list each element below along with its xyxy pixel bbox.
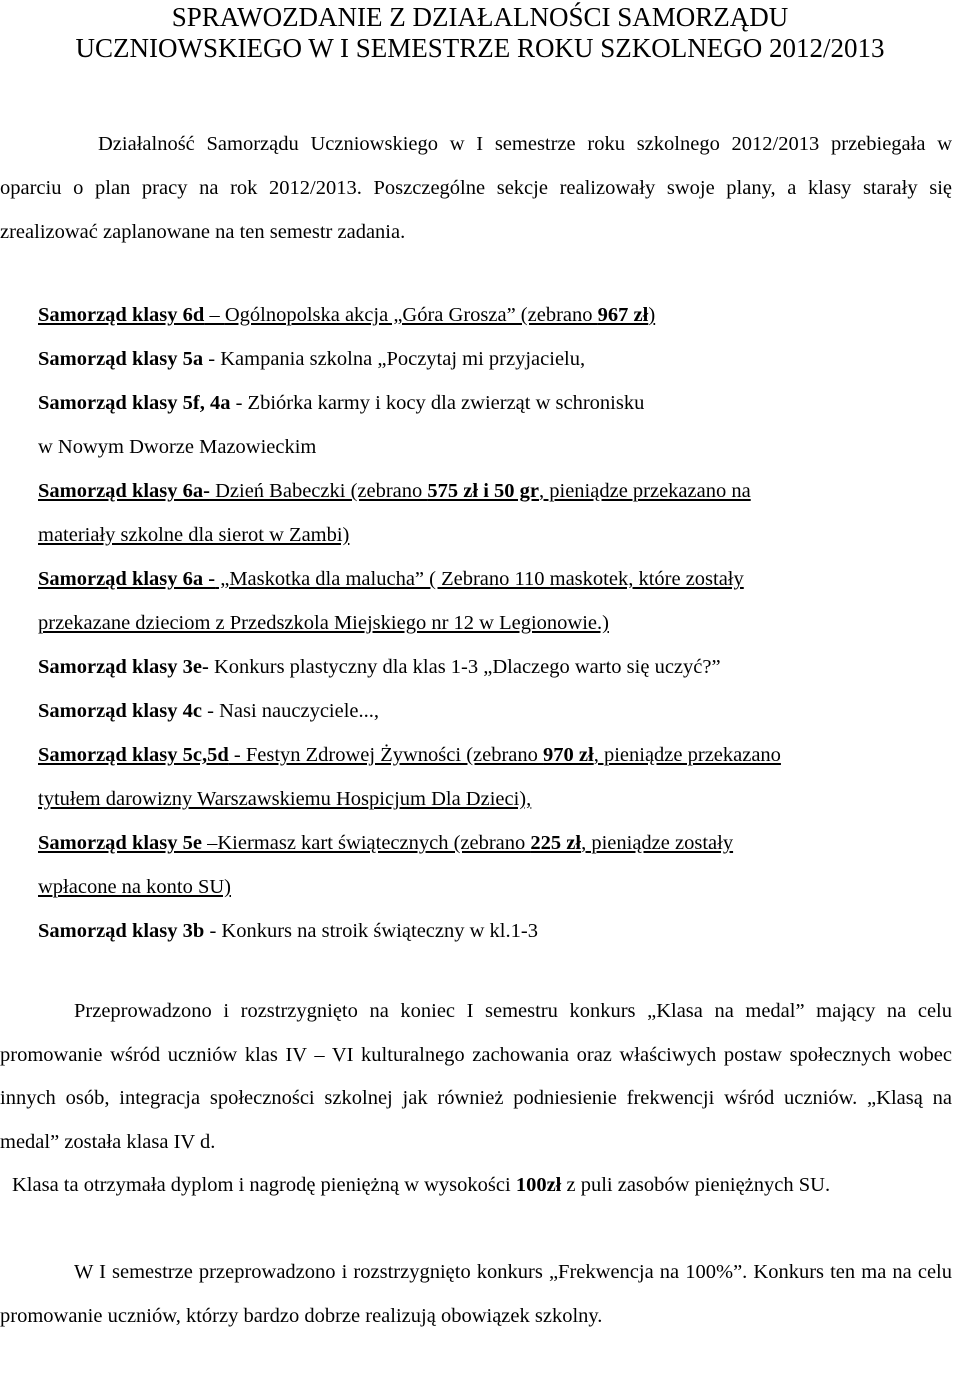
class-label: Samorząd klasy 3e-	[38, 656, 209, 678]
class-label: Samorząd klasy 6a-	[38, 480, 210, 502]
amount: 225 zł	[530, 832, 582, 854]
attendance-paragraph: W I semestrze przeprowadzono i rozstrzygnięto konkurs „Frekwencja na 100%”. Konkurs ten ma na celu promowanie uczniów, którzy bardzo dobrze realizują obowiązek szkolny.	[0, 1261, 952, 1327]
activity-list	[38, 293, 960, 953]
title-line-1: SPRAWOZDANIE Z DZIAŁALNOŚCI SAMORZĄDU	[171, 2, 789, 32]
activity-item: Samorząd klasy 6a- Dzień Babeczki (zebrano 575 zł i 50 gr, pieniądze przekazano na materiały szkolne dla sierot w Zambi)	[38, 480, 751, 546]
activity-item: Samorząd klasy 4c - Nasi nauczyciele...,	[38, 700, 380, 722]
class-label: Samorząd klasy 5c,5d	[38, 744, 229, 766]
activity-item: Samorząd klasy 6d – Ogólnopolska akcja „Góra Grosza” (zebrano 967 zł)	[38, 304, 656, 326]
class-label: Samorząd klasy 3b	[38, 920, 205, 942]
activity-item: Samorząd klasy 5e –Kiermasz kart świątecznych (zebrano 225 zł, pieniądze zostały wpłacone na konto SU)	[38, 832, 734, 898]
class-label: Samorząd klasy 4c	[38, 700, 202, 722]
activity-item: Samorząd klasy 5a - Kampania szkolna „Poczytaj mi przyjacielu,	[38, 348, 586, 370]
contest-class-paragraph: Przeprowadzono i rozstrzygnięto na koniec I semestru konkurs „Klasa na medal” mający na celu promowanie wśród uczniów klas IV – VI kulturalnego zachowania oraz właściwych postaw społecznych wobec innych osób, integracja społeczności szkolnej jak również podniesienie frekwencji wśród uczniów. „Klasą na medal” została klasa IV d.	[0, 1000, 952, 1153]
class-label: Samorząd klasy 6d	[38, 304, 205, 326]
intro-paragraph: Działalność Samorządu Uczniowskiego w I semestrze roku szkolnego 2012/2013 przebiegała w oparciu o plan pracy na rok 2012/2013. Poszczególne sekcje realizowały swoje plany, a klasy starały się zrealizować zaplanowane na ten semestr zadania.	[0, 133, 952, 243]
award-paragraph: Klasa ta otrzymała dyplom i nagrodę pieniężną w wysokości 100zł z puli zasobów pieniężnych SU.	[12, 1174, 831, 1196]
amount: 575 zł i 50 gr	[427, 480, 539, 502]
activity-item: Samorząd klasy 3e- Konkurs plastyczny dla klas 1-3 „Dlaczego warto się uczyć?”	[38, 656, 721, 678]
class-label: Samorząd klasy 5a	[38, 348, 204, 370]
amount: 970 zł	[543, 744, 594, 766]
award-amount: 100zł	[515, 1174, 562, 1196]
activity-item: Samorząd klasy 5c,5d - Festyn Zdrowej Żywności (zebrano 970 zł, pieniądze przekazano tytułem darowizny Warszawskiemu Hospicjum Dla Dzieci),	[38, 744, 781, 810]
class-label: Samorząd klasy 5f, 4a	[38, 392, 231, 414]
document-title	[0, 2, 960, 64]
activity-item: Samorząd klasy 3b - Konkurs na stroik świąteczny w kl.1-3	[38, 920, 538, 942]
title-line-2: UCZNIOWSKIEGO W I SEMESTRZE ROKU SZKOLNEGO 2012/2013	[75, 33, 885, 63]
class-label: Samorząd klasy 6a -	[38, 568, 216, 590]
class-label: Samorząd klasy 5e	[38, 832, 202, 854]
amount: 967 zł	[597, 304, 649, 326]
activity-item: Samorząd klasy 6a - „Maskotka dla malucha” ( Zebrano 110 maskotek, które zostały przekazane dzieciom z Przedszkola Miejskiego nr 12 w Legionowie.)	[38, 568, 744, 634]
activity-item: Samorząd klasy 5f, 4a - Zbiórka karmy i kocy dla zwierząt w schronisku w Nowym Dworze Mazowieckim	[38, 392, 645, 458]
